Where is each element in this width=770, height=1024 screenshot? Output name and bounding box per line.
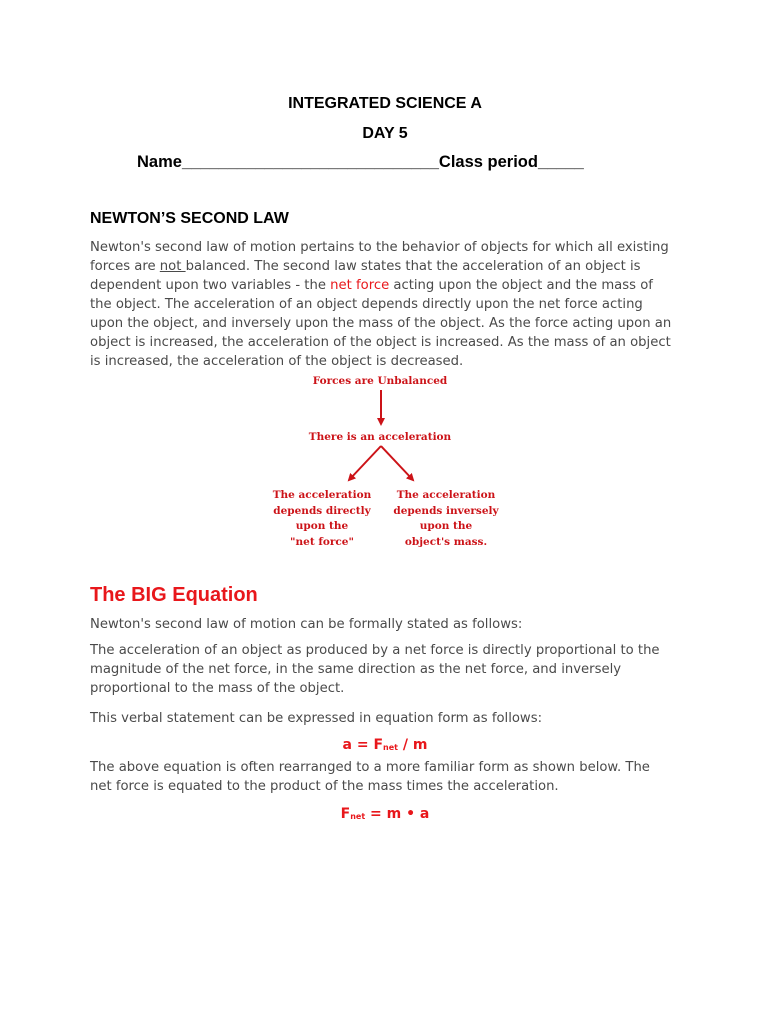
- class-period-blank[interactable]: _____: [537, 153, 584, 171]
- arrow-left-branch: [349, 446, 381, 480]
- arrow-right-branch: [381, 446, 413, 480]
- formal-statement-paragraph: [90, 641, 690, 698]
- section-heading-newtons-second-law: NEWTON’S SECOND LAW: [90, 210, 289, 227]
- class-period-label: Class period: [438, 153, 538, 171]
- paragraph-line: proportional to the mass of the object.: [90, 681, 345, 696]
- diagram-middle-node: There is an acceleration: [308, 431, 452, 443]
- net-force-highlight: net force: [330, 278, 390, 293]
- paragraph-line: The above equation is often rearranged to a more familiar form as shown below. The: [90, 760, 650, 775]
- paragraph-line: dependent upon two variables - the net force acting upon the object and the mass of: [90, 278, 653, 293]
- paragraph-line: net force is equated to the product of the mass times the acceleration.: [90, 779, 559, 794]
- document-title: INTEGRATED SCIENCE A: [288, 95, 482, 112]
- rearranged-paragraph: [90, 758, 690, 796]
- paragraph-line: The acceleration of an object as produced by a net force is directly proportional to the: [90, 643, 660, 658]
- paragraph-line: Newton's second law of motion pertains to the behavior of objects for which all existing: [90, 240, 669, 255]
- day-label: DAY 5: [362, 125, 408, 142]
- diagram-left-node: The acceleration depends directly upon the "net force": [272, 489, 372, 548]
- equation-net-force: $F_{net} = m$ • a: [340, 806, 430, 822]
- section-heading-big-equation: The BIG Equation: [90, 584, 258, 606]
- equation-acceleration: $a = F_{net} / m$: [342, 737, 428, 753]
- emphasis-not: not: [159, 259, 186, 274]
- name-label: Name: [137, 153, 182, 171]
- diagram-right-node: The acceleration depends inversely upon the object's mass.: [393, 489, 499, 548]
- paragraph-line: the object. The acceleration of an object depends directly upon the net force acting: [90, 297, 643, 312]
- paragraph-line: object is increased, the acceleration of the object is increased. As the mass of an object: [90, 335, 671, 350]
- intro-paragraph: [90, 238, 690, 371]
- diagram-top-node: Forces are Unbalanced: [312, 375, 448, 387]
- name-blank[interactable]: ____________________________: [181, 153, 439, 171]
- paragraph-line: upon the object, and inversely upon the mass of the object. As the force acting upon an: [90, 316, 672, 331]
- paragraph-line: forces are not balanced. The second law states that the acceleration of an object is: [90, 259, 641, 274]
- formal-statement-intro: Newton's second law of motion can be formally stated as follows:: [90, 617, 523, 632]
- equation-intro: This verbal statement can be expressed in equation form as follows:: [90, 711, 543, 726]
- paragraph-line: magnitude of the net force, in the same direction as the net force, and inversely: [90, 662, 622, 677]
- name-class-row: [137, 153, 584, 172]
- paragraph-line: is increased, the acceleration of the object is decreased.: [90, 354, 464, 369]
